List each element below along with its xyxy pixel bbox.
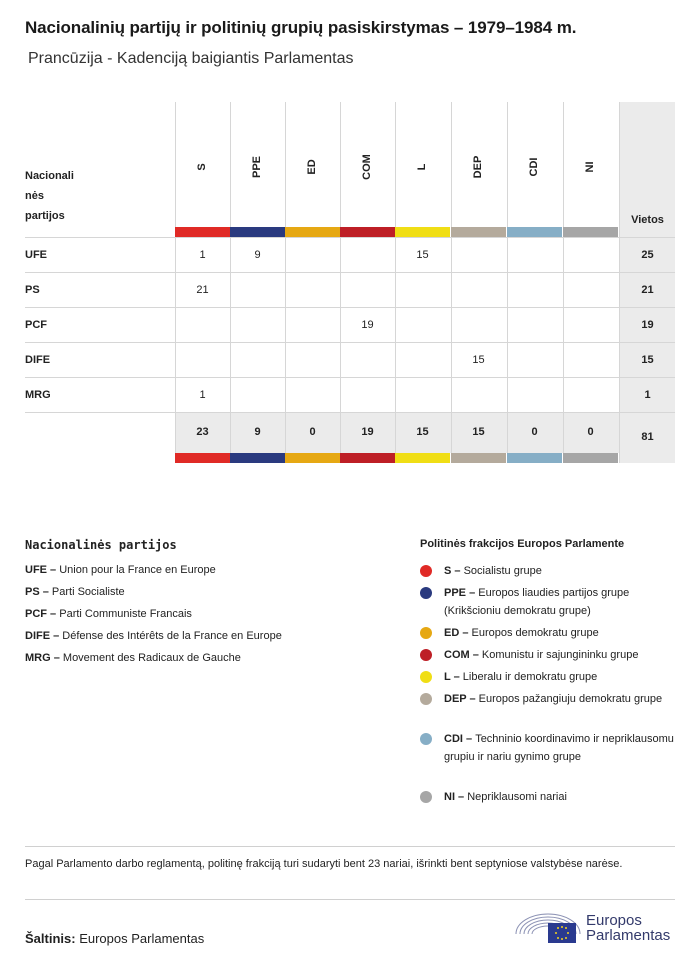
group-header-dep: DEP: [472, 155, 484, 179]
column-divider: [451, 102, 452, 463]
group-color-bar-top-ed: [285, 227, 340, 237]
page-title: Nacionalinių partijų ir politinių grupių pasiskirstymas – 1979–1984 m.: [25, 18, 577, 37]
group-color-bar-bottom-ni: [563, 453, 618, 463]
group-color-dot: [420, 791, 432, 803]
legend-code: COM: [444, 649, 470, 661]
legend-code: NI: [444, 791, 455, 803]
group-color-bar-top-dep: [451, 227, 506, 237]
seat-cell: 21: [196, 284, 209, 296]
national-party-legend-item: [25, 564, 216, 576]
group-color-dot: [420, 733, 432, 745]
political-group-legend-item: [444, 624, 679, 642]
group-header-ni: NI: [584, 161, 596, 173]
legend-dash: –: [450, 671, 463, 683]
group-header-com: COM: [361, 154, 373, 180]
group-color-dot: [420, 565, 432, 577]
legend-dash: –: [466, 587, 479, 599]
political-groups-legend-title: Politinės frakcijos Europos Parlamente: [420, 538, 625, 550]
grand-total: 81: [641, 431, 654, 443]
group-seat-total: 15: [472, 426, 485, 438]
legend-code: PS: [25, 586, 40, 598]
legend-name: Union pour la France en Europe: [59, 564, 216, 576]
group-color-bar-top-ppe: [230, 227, 285, 237]
party-seat-total: 19: [641, 319, 654, 331]
legend-dash: –: [455, 791, 468, 803]
legend-name: Europos liaudies partijos grupe (Krikšcioniu demokratu grupe): [444, 587, 630, 617]
european-parliament-logo: [514, 908, 684, 948]
group-seat-total: 9: [254, 426, 261, 438]
legend-name: Movement des Radicaux de Gauche: [62, 652, 241, 664]
note-divider-bottom: [25, 899, 675, 900]
legend-code: MRG: [25, 652, 51, 664]
legend-code: PCF: [25, 608, 47, 620]
group-seat-total: 0: [309, 426, 316, 438]
legend-code: CDI: [444, 733, 463, 745]
column-divider: [340, 102, 341, 463]
legend-dash: –: [459, 627, 472, 639]
legend-dash: –: [466, 693, 479, 705]
group-header-l: L: [416, 163, 428, 171]
legend-dash: –: [39, 586, 52, 598]
group-color-bar-top-cdi: [507, 227, 562, 237]
group-seat-total: 15: [416, 426, 429, 438]
legend-dash: –: [47, 608, 60, 620]
group-seat-total: 0: [531, 426, 538, 438]
group-color-bar-top-s: [175, 227, 230, 237]
party-label: UFE: [25, 249, 47, 261]
seats-column-background: [620, 102, 675, 463]
national-parties-legend-title: Nacionalinės partijos: [25, 538, 177, 552]
political-group-legend-item: [444, 668, 679, 686]
party-label: PCF: [25, 319, 47, 331]
legend-code: PPE: [444, 587, 467, 599]
source-line: [25, 931, 204, 946]
legend-dash: –: [50, 652, 63, 664]
group-color-bar-bottom-cdi: [507, 453, 562, 463]
column-divider: [175, 102, 176, 463]
column-divider: [563, 102, 564, 463]
group-color-bar-top-ni: [563, 227, 618, 237]
party-seat-total: 15: [641, 354, 654, 366]
row-divider: [25, 272, 675, 273]
row-divider: [25, 377, 675, 378]
logo-text: Europos Parlamentas: [586, 912, 671, 944]
legend-code: DIFE: [25, 630, 51, 642]
source-label: Šaltinis:: [25, 931, 76, 946]
legend-code: UFE: [25, 564, 47, 576]
legend-name: Komunistu ir sajungininku grupe: [481, 649, 639, 661]
row-divider: [25, 412, 675, 413]
group-header-ed: ED: [306, 159, 318, 175]
national-parties-header: Nacionali nės partijos: [25, 170, 74, 222]
party-label: PS: [25, 284, 40, 296]
legend-code: DEP: [444, 693, 467, 705]
parliament-hemicycle-icon: [514, 908, 582, 946]
column-divider: [230, 102, 231, 463]
group-color-bar-top-l: [395, 227, 450, 237]
footnote: Pagal Parlamento darbo reglamentą, politinę frakciją turi sudaryti bent 23 nariai, išrinkti bent septyniose valstybėse narėse.: [25, 858, 623, 870]
legend-name: Europos pažangiuju demokratu grupe: [478, 693, 663, 705]
political-group-legend-item: [444, 730, 679, 766]
group-color-dot: [420, 693, 432, 705]
column-divider: [395, 102, 396, 463]
national-party-legend-item: [25, 652, 241, 664]
group-header-ppe: PPE: [251, 156, 263, 179]
group-color-dot: [420, 627, 432, 639]
group-color-bar-bottom-dep: [451, 453, 506, 463]
party-label: DIFE: [25, 354, 51, 366]
political-group-legend-item: [444, 584, 679, 620]
legend-name: Liberalu ir demokratu grupe: [462, 671, 598, 683]
legend-name: Défense des Intérêts de la France en Europe: [62, 630, 282, 642]
column-divider: [285, 102, 286, 463]
row-divider: [25, 307, 675, 308]
national-party-legend-item: [25, 586, 125, 598]
legend-dash: –: [451, 565, 464, 577]
group-color-bar-bottom-com: [340, 453, 395, 463]
political-group-legend-item: [444, 562, 679, 580]
group-color-dot: [420, 587, 432, 599]
legend-code: ED: [444, 627, 460, 639]
national-party-legend-item: [25, 608, 192, 620]
legend-name: Techninio koordinavimo ir nepriklausomu grupiu ir nariu gynimo grupe: [444, 733, 674, 763]
group-color-dot: [420, 671, 432, 683]
column-divider: [619, 102, 620, 463]
legend-name: Nepriklausomi nariai: [467, 791, 567, 803]
group-color-bar-top-com: [340, 227, 395, 237]
group-header-s: S: [196, 163, 208, 171]
group-color-bar-bottom-ppe: [230, 453, 285, 463]
group-seat-total: 23: [196, 426, 209, 438]
legend-code: S: [444, 565, 452, 577]
group-seat-total: 19: [361, 426, 374, 438]
group-seat-total: 0: [587, 426, 594, 438]
legend-name: Parti Communiste Francais: [59, 608, 192, 620]
group-color-bar-bottom-s: [175, 453, 230, 463]
legend-dash: –: [50, 630, 63, 642]
legend-name: Parti Socialiste: [51, 586, 125, 598]
legend-code: L: [444, 671, 451, 683]
political-group-legend-item: [444, 788, 679, 806]
party-label: MRG: [25, 389, 51, 401]
distribution-table: [0, 0, 700, 470]
seat-cell: 1: [199, 389, 206, 401]
legend-dash: –: [47, 564, 60, 576]
legend-name: Socialistu grupe: [463, 565, 542, 577]
row-divider: [25, 237, 675, 238]
seat-cell: 19: [361, 319, 374, 331]
column-divider: [507, 102, 508, 463]
political-group-legend-item: [444, 646, 679, 664]
party-seat-total: 25: [641, 249, 654, 261]
note-divider-top: [25, 846, 675, 847]
group-color-bar-bottom-ed: [285, 453, 340, 463]
seat-cell: 15: [416, 249, 429, 261]
legend-dash: –: [469, 649, 482, 661]
party-seat-total: 1: [644, 389, 651, 401]
national-party-legend-item: [25, 630, 282, 642]
seat-cell: 1: [199, 249, 206, 261]
group-color-bar-bottom-l: [395, 453, 450, 463]
political-group-legend-item: [444, 690, 679, 708]
page-subtitle: Prancūzija - Kadenciją baigiantis Parlamentas: [28, 50, 354, 67]
row-divider: [25, 342, 675, 343]
party-seat-total: 21: [641, 284, 654, 296]
group-color-dot: [420, 649, 432, 661]
legend-dash: –: [462, 733, 476, 745]
legend-name: Europos demokratu grupe: [471, 627, 599, 639]
seat-cell: 9: [254, 249, 261, 261]
source-value: Europos Parlamentas: [79, 931, 205, 946]
seat-cell: 15: [472, 354, 485, 366]
seats-header: Vietos: [631, 214, 664, 226]
group-header-cdi: CDI: [528, 157, 540, 177]
